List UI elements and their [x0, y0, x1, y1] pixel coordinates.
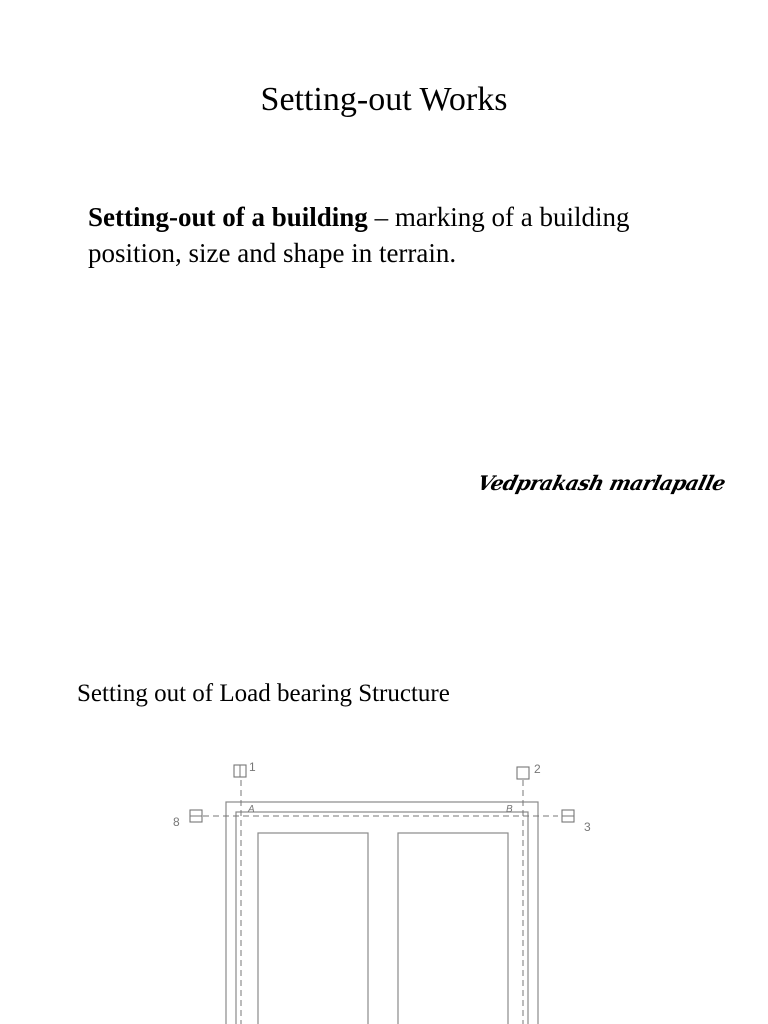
slide-2-title: Setting out of Load bearing Structure — [77, 680, 450, 707]
peg-2 — [517, 767, 529, 779]
peg-label-2: 2 — [534, 762, 541, 776]
corner-label-b: B — [506, 804, 513, 815]
peg-label-3: 3 — [584, 820, 591, 834]
slide-title: Setting-out Works — [260, 81, 508, 118]
inner-wall — [236, 812, 528, 1024]
peg-label-1: 1 — [249, 760, 256, 774]
definition-term: Setting-out of a building — [88, 202, 368, 232]
author-signature: Vedprakash marlapalle — [475, 471, 729, 495]
definition-text — [88, 199, 688, 271]
room-right — [398, 833, 508, 1024]
definition-separator: – — [367, 202, 395, 232]
peg-label-8: 8 — [173, 815, 180, 829]
corner-label-a: A — [248, 804, 255, 815]
room-left — [258, 833, 368, 1024]
setting-out-drawing — [160, 750, 600, 1024]
definition-body: marking of a building position, size and shape in terrain. — [88, 202, 630, 268]
outer-wall — [226, 802, 538, 1024]
